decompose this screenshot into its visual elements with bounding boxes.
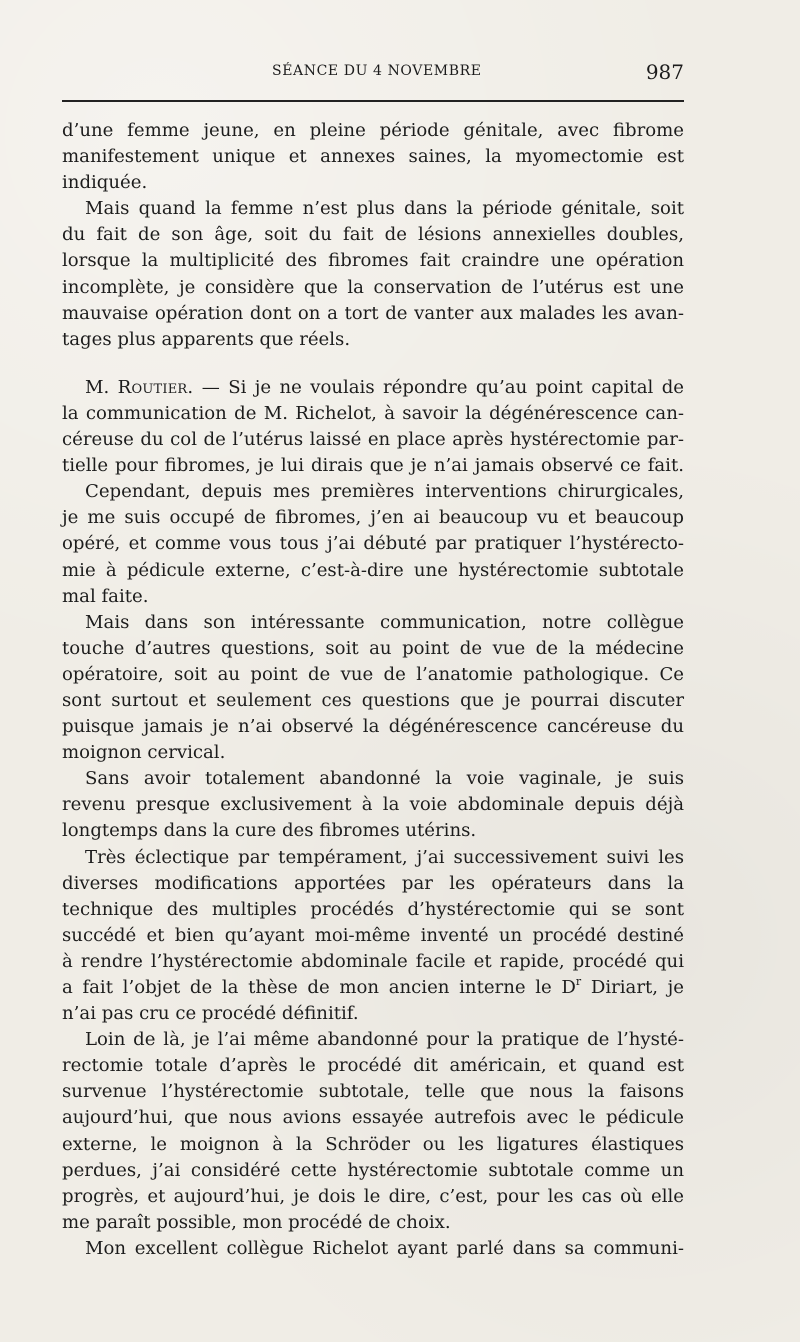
text-line: Très éclectique par tempérament, j’ai successivement suivi les bbox=[85, 846, 684, 868]
speaker-line-text: — Si je ne voulais répondre qu’au point capital de bbox=[193, 376, 685, 398]
speaker-line bbox=[62, 375, 684, 401]
text-line: mal faite. bbox=[62, 585, 149, 607]
text-line: opéré, et comme vous tous j’ai débuté par pratiquer l’hystérecto- bbox=[62, 533, 684, 555]
text-line: touche d’autres questions, soit au point de vue de la médecine bbox=[62, 637, 684, 659]
text-line: perdues, j’ai considéré cette hystérectomie subtotale comme un bbox=[62, 1159, 684, 1181]
speaker-prefix: M. bbox=[85, 376, 118, 398]
text-line: succédé et bien qu’ayant moi-même inventé un procédé destiné bbox=[62, 924, 684, 946]
text-line: opératoire, soit au point de vue de l’anatomie pathologique. Ce bbox=[62, 663, 684, 685]
text-line: tielle pour fibromes, je lui dirais que je n’ai jamais observé ce fait. bbox=[62, 455, 684, 477]
text-line: sont surtout et seulement ces questions que je pourrai discuter bbox=[62, 689, 684, 711]
text-line: indiquée. bbox=[62, 172, 148, 194]
header-rule bbox=[62, 100, 684, 102]
paragraph-5 bbox=[62, 610, 684, 767]
text-line: aujourd’hui, que nous avions essayée autrefois avec le pédicule bbox=[62, 1107, 684, 1129]
text-line: Sans avoir totalement abandonné la voie vaginale, je suis bbox=[85, 768, 684, 790]
text-line: tages plus apparents que réels. bbox=[62, 328, 351, 350]
text-line: d’une femme jeune, en pleine période génitale, avec fibrome bbox=[62, 120, 684, 141]
line-start: a fait l’objet de la thèse de mon ancien interne le D bbox=[62, 977, 576, 998]
text-line: je me suis occupé de fibromes, j’en ai beaucoup vu et beaucoup bbox=[62, 507, 684, 529]
text-line: technique des multiples procédés d’hystérectomie qui se sont bbox=[62, 898, 684, 920]
text-line: Loin de là, je l’ai même abandonné pour la pratique de l’hysté- bbox=[85, 1029, 684, 1051]
text-line: à rendre l’hystérectomie abdominale facile et rapide, procédé qui bbox=[62, 950, 684, 972]
text-line: mie à pédicule externe, c’est-à-dire une hystérectomie subtotale bbox=[62, 559, 684, 581]
page-header bbox=[62, 61, 684, 85]
paragraph-3 bbox=[62, 375, 684, 479]
paragraph-9 bbox=[62, 1236, 684, 1262]
paragraph-8 bbox=[62, 1027, 684, 1236]
text-line: longtemps dans la cure des fibromes utérins. bbox=[62, 820, 477, 842]
text-line: revenu presque exclusivement à la voie abdominale depuis déjà bbox=[62, 794, 684, 816]
paragraph-7 bbox=[62, 845, 684, 1028]
text-line: lorsque la multiplicité des fibromes fait craindre une opération bbox=[62, 250, 684, 272]
paragraph-1 bbox=[62, 118, 684, 196]
text-line-with-superscript bbox=[62, 975, 684, 1001]
paragraph-4 bbox=[62, 479, 684, 609]
text-line: externe, le moignon à la Schröder ou les ligatures élastiques bbox=[62, 1133, 684, 1155]
text-line: mauvaise opération dont on a tort de vanter aux malades les avan- bbox=[62, 302, 684, 324]
text-line: céreuse du col de l’utérus laissé en place après hystérectomie par- bbox=[62, 429, 684, 451]
body-text bbox=[62, 118, 684, 1262]
text-line: Mon excellent collègue Richelot ayant parlé dans sa communi- bbox=[85, 1237, 684, 1259]
text-line: progrès, et aujourd’hui, je dois le dire, c’est, pour les cas où elle bbox=[62, 1185, 684, 1207]
text-line: Mais quand la femme n’est plus dans la période génitale, soit bbox=[85, 198, 684, 220]
text-line: survenue l’hystérectomie subtotale, telle que nous la faisons bbox=[62, 1081, 684, 1103]
text-line: diverses modifications apportées par les opérateurs dans la bbox=[62, 872, 684, 894]
text-line: moignon cervical. bbox=[62, 742, 226, 764]
superscript: r bbox=[575, 974, 582, 988]
text-line: la communication de M. Richelot, à savoir la dégénérescence can- bbox=[62, 402, 684, 424]
text-line: manifestement unique et annexes saines, la myomectomie est bbox=[62, 146, 684, 168]
paragraph-2 bbox=[62, 196, 684, 353]
running-head: SÉANCE DU 4 NOVEMBRE bbox=[272, 63, 482, 79]
text-line: puisque jamais je n’ai observé la dégénérescence cancéreuse du bbox=[62, 716, 684, 738]
text-line: incomplète, je considère que la conservation de l’utérus est une bbox=[62, 276, 684, 298]
speaker-name: Routier. bbox=[117, 376, 194, 398]
text-line: n’ai pas cru ce procédé définitif. bbox=[62, 1003, 359, 1025]
text-line: Mais dans son intéressante communication, notre collègue bbox=[85, 611, 684, 633]
line-end: Diriart, je bbox=[581, 977, 684, 998]
text-line: du fait de son âge, soit du fait de lésions annexielles doubles, bbox=[62, 224, 684, 246]
page-number: 987 bbox=[645, 60, 684, 84]
text-line: Cependant, depuis mes premières interventions chirurgicales, bbox=[85, 481, 684, 503]
text-line: me paraît possible, mon procédé de choix. bbox=[62, 1211, 451, 1233]
text-line: rectomie totale d’après le procédé dit américain, et quand est bbox=[62, 1055, 684, 1077]
paragraph-6 bbox=[62, 766, 684, 844]
